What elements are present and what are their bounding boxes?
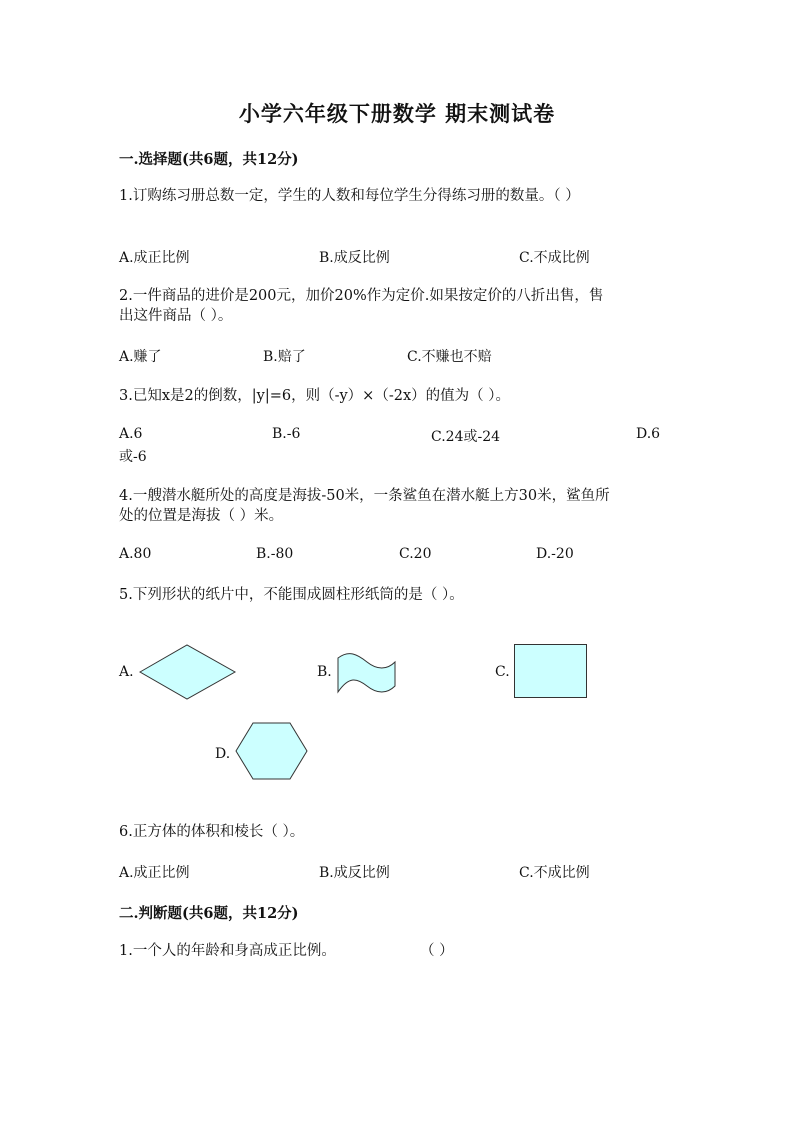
q4-option-d[interactable]: D.-20 (536, 546, 574, 562)
q3-option-d[interactable]: D.6 (636, 426, 661, 442)
judgement-question-1-text: 1.一个人的年龄和身高成正比例。 (119, 943, 336, 959)
section-heading-judgement: 二.判断题(共6题，共12分) (119, 905, 299, 922)
q1-option-c[interactable]: C.不成比例 (519, 250, 590, 266)
question-2-line-1: 2.一件商品的进价是200元，加价20%作为定价.如果按定价的八折出售，售 (119, 288, 604, 304)
q2-option-c[interactable]: C.不赚也不赔 (407, 349, 492, 365)
rectangle-figure[interactable] (514, 644, 588, 699)
q5-option-d-label[interactable]: D. (215, 746, 231, 762)
judgement-question-1-bracket[interactable]: （ ） (420, 943, 454, 959)
q4-option-a[interactable]: A.80 (119, 546, 152, 562)
wavy-paper-figure[interactable] (335, 652, 399, 696)
q2-option-b[interactable]: B.赔了 (263, 349, 306, 365)
q2-option-a[interactable]: A.赚了 (119, 349, 162, 365)
section-heading-choice: 一.选择题(共6题，共12分) (119, 151, 299, 168)
question-4-line-1: 4.一艘潜水艇所处的高度是海拔-50米，一条鲨鱼在潜水艇上方30米，鲨鱼所 (119, 488, 610, 504)
page-title: 小学六年级下册数学 期末测试卷 (238, 101, 556, 126)
q6-option-c[interactable]: C.不成比例 (519, 865, 590, 881)
q5-option-a-label[interactable]: A. (119, 664, 134, 680)
question-6-text: 6.正方体的体积和棱长（ ）。 (119, 824, 305, 840)
question-5-text: 5.下列形状的纸片中，不能围成圆柱形纸筒的是（ ）。 (119, 587, 464, 603)
q4-option-c[interactable]: C.20 (399, 546, 432, 562)
q6-option-a[interactable]: A.成正比例 (119, 865, 190, 881)
question-3-text: 3.已知x是2的倒数，|y|=6，则（-y）×（-2x）的值为（ ）。 (119, 388, 510, 404)
question-2-line-2: 出这件商品（ ）。 (119, 308, 233, 324)
q5-option-b-label[interactable]: B. (317, 664, 332, 680)
q5-option-c-label[interactable]: C. (495, 664, 510, 680)
q3-option-d-wrap: 或-6 (119, 449, 147, 465)
q3-option-c[interactable]: C.24或-24 (431, 429, 501, 445)
q6-option-b[interactable]: B.成反比例 (319, 865, 390, 881)
q4-option-b[interactable]: B.-80 (256, 546, 294, 562)
q1-option-a[interactable]: A.成正比例 (119, 250, 190, 266)
hexagon-figure[interactable] (235, 722, 309, 780)
question-1-text: 1.订购练习册总数一定，学生的人数和每位学生分得练习册的数量。（ ） (119, 188, 580, 204)
q1-option-b[interactable]: B.成反比例 (319, 250, 390, 266)
q3-option-b[interactable]: B.-6 (272, 426, 301, 442)
q3-option-a[interactable]: A.6 (119, 426, 143, 442)
question-4-line-2: 处的位置是海拔（ ）米。 (119, 508, 284, 524)
rhombus-figure[interactable] (139, 644, 237, 700)
